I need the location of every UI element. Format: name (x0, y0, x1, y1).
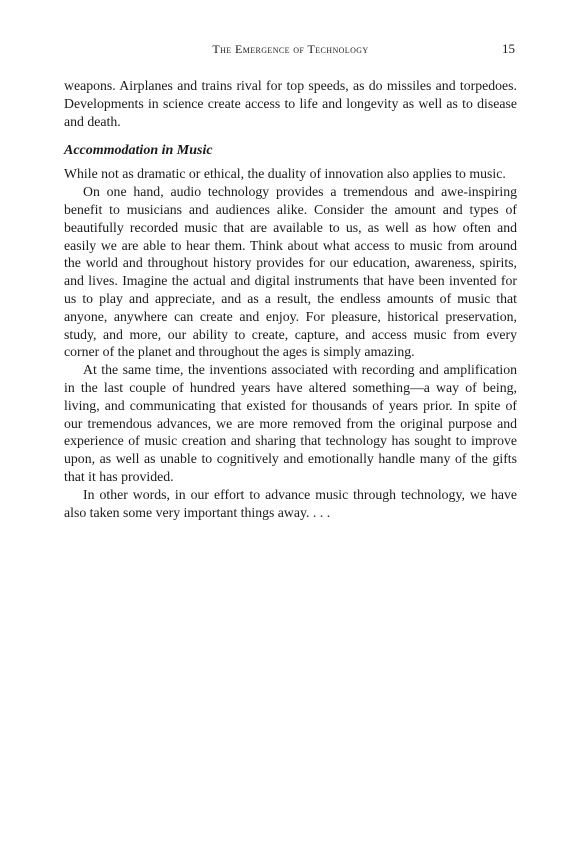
running-title: The Emergence of Technology (212, 42, 369, 56)
paragraph: In other words, in our effort to advance music through technology, we have also taken some very important things away. . . . (64, 486, 517, 520)
running-head (64, 41, 517, 59)
opening-paragraph: weapons. Airplanes and trains rival for top speeds, as do missiles and torpedoes. Developments in science create access to life and longevity as well as to disease and death. (64, 78, 517, 129)
paragraph: At the same time, the inventions associated with recording and amplification in the last couple of hundred years have altered something—a way of being, living, and communicating that existed for thousands of years prior. In spite of our tremendous advances, we are more removed from the original purpose and experience of music creation and sharing that technology has sought to improve upon, as well as unable to cognitively and emotionally handle many of the gifts that it has provided. (64, 362, 517, 484)
book-page (64, 0, 517, 864)
paragraph: On one hand, audio technology provides a tremendous and awe-inspiring benefit to musicians and audiences alike. Consider the amount and types of beautifully recorded music that are available to us, as well as how often and easily we are able to hear them. Think about what access to music from around the world and throughout history provides for our education, awareness, spirits, and lives. Imagine the actual and digital instruments that have been invented for us to play and appreciate, and as a result, the endless amounts of music that anyone, anywhere can create and enjoy. For pleasure, historical preservation, study, and more, our ability to create, capture, and access music from every corner of the planet and throughout the ages is simply amazing. (64, 184, 517, 360)
body-text (64, 77, 517, 521)
page-number: 15 (502, 41, 515, 56)
section-heading: Accommodation in Music (64, 143, 213, 159)
paragraph: While not as dramatic or ethical, the duality of innovation also applies to music. (64, 166, 506, 182)
